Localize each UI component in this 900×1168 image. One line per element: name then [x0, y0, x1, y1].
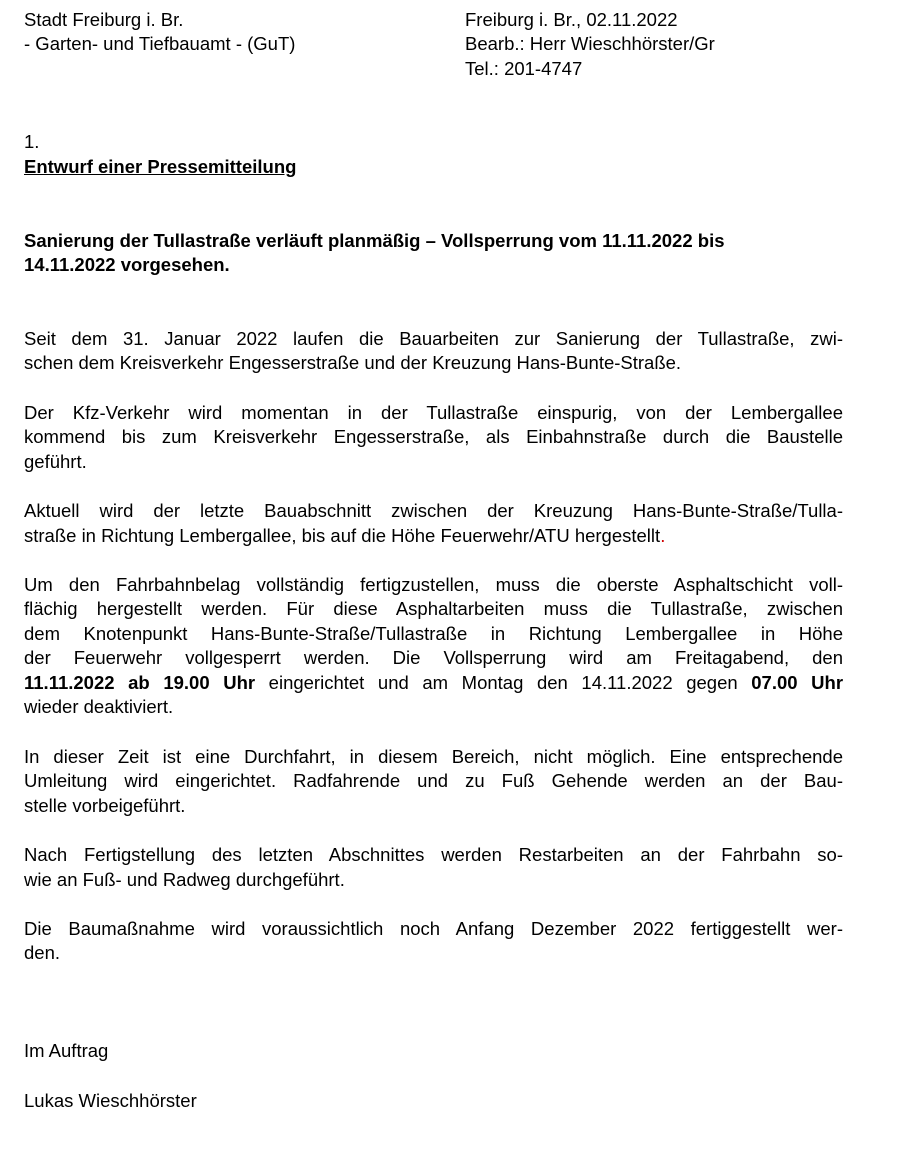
paragraph-4-line: Um den Fahrbahnbelag vollständig fertigzustellen, muss die oberste Asphaltschicht voll- [24, 574, 843, 595]
closing: Im Auftrag [24, 1040, 109, 1061]
paragraph-5-line: In dieser Zeit ist eine Durchfahrt, in diesem Bereich, nicht möglich. Eine entsprechende [24, 746, 843, 767]
paragraph-4-line: dem Knotenpunkt Hans-Bunte-Straße/Tullastraße in Richtung Lembergallee in Höhe [24, 623, 843, 644]
paragraph-1-line: schen dem Kreisverkehr Engesserstraße und der Kreuzung Hans-Bunte-Straße. [24, 352, 682, 373]
paragraph-4-line: der Feuerwehr vollgesperrt werden. Die Vollsperrung wird am Freitagabend, den [24, 647, 843, 668]
headline-line-1: Sanierung der Tullastraße verläuft planmäßig – Vollsperrung vom 11.11.2022 bis [24, 230, 725, 251]
paragraph-3-line: Aktuell wird der letzte Bauabschnitt zwischen der Kreuzung Hans-Bunte-Straße/Tulla- [24, 500, 843, 521]
paragraph-3-line [24, 524, 665, 548]
item-number: 1. [24, 131, 40, 152]
red-period: . [660, 525, 666, 546]
document-title: Entwurf einer Pressemitteilung [24, 156, 297, 177]
paragraph-2-line: kommend bis zum Kreisverkehr Engesserstraße, als Einbahnstraße durch die Baustelle [24, 426, 843, 447]
handler: Bearb.: Herr Wieschhörster/Gr [465, 33, 715, 54]
paragraph-6-line: Nach Fertigstellung des letzten Abschnittes werden Restarbeiten an der Fahrbahn so- [24, 844, 843, 865]
paragraph-4-text: eingerichtet und am Montag den 14.11.2022 gegen [255, 672, 752, 693]
paragraph-5-line: Umleitung wird eingerichtet. Radfahrende und zu Fuß Gehende werden an der Bau- [24, 770, 843, 791]
headline-line-2: 14.11.2022 vorgesehen. [24, 254, 230, 275]
place-date: Freiburg i. Br., 02.11.2022 [465, 9, 678, 30]
phone: Tel.: 201-4747 [465, 58, 583, 79]
paragraph-4-line: wieder deaktiviert. [24, 696, 174, 717]
paragraph-1-line: Seit dem 31. Januar 2022 laufen die Bauarbeiten zur Sanierung der Tullastraße, zwi- [24, 328, 843, 349]
closure-end-time: 07.00 Uhr [751, 672, 844, 693]
paragraph-4-line: flächig hergestellt werden. Für diese Asphaltarbeiten muss die Tullastraße, zwischen [24, 598, 843, 619]
closure-start-time: 11.11.2022 ab 19.00 Uhr [24, 672, 256, 693]
signature: Lukas Wieschhörster [24, 1090, 197, 1111]
paragraph-4-line [24, 671, 843, 695]
sender-city: Stadt Freiburg i. Br. [24, 9, 184, 30]
paragraph-7-line: den. [24, 942, 61, 963]
paragraph-3-text: straße in Richtung Lembergallee, bis auf die Höhe Feuerwehr/ATU hergestellt [24, 525, 661, 546]
paragraph-2-line: Der Kfz-Verkehr wird momentan in der Tullastraße einspurig, von der Lembergallee [24, 402, 843, 423]
paragraph-6-line: wie an Fuß- und Radweg durchgeführt. [24, 869, 345, 890]
sender-department: - Garten- und Tiefbauamt - (GuT) [24, 33, 296, 54]
paragraph-7-line: Die Baumaßnahme wird voraussichtlich noch Anfang Dezember 2022 fertiggestellt wer- [24, 918, 843, 939]
paragraph-2-line: geführt. [24, 451, 87, 472]
paragraph-5-line: stelle vorbeigeführt. [24, 795, 186, 816]
